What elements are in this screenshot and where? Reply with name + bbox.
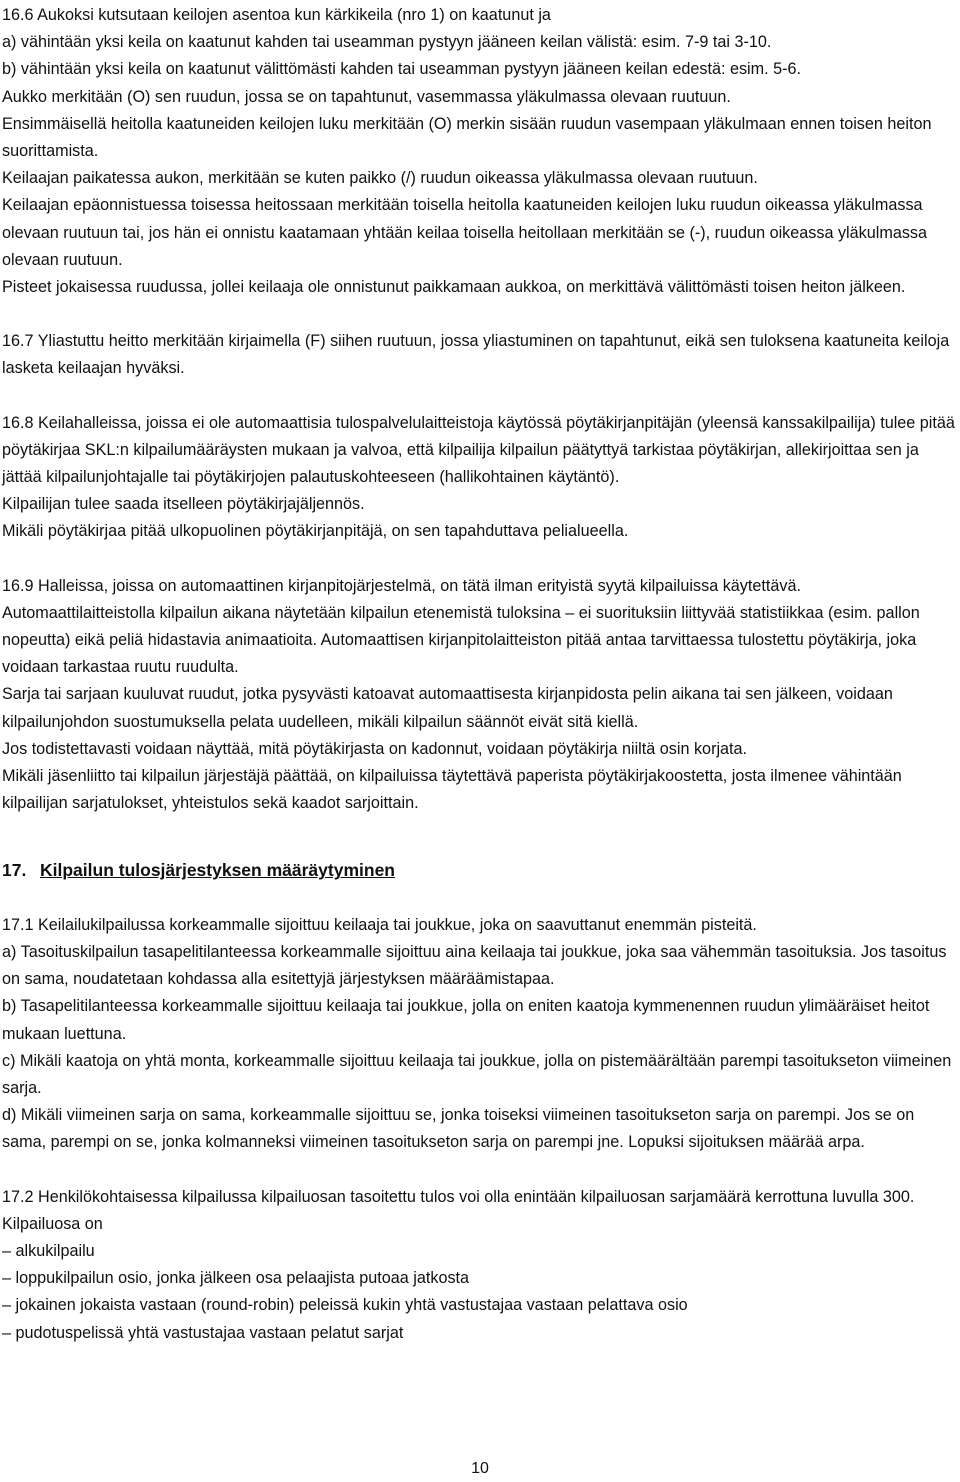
paragraph-16-8-copy: Kilpailijan tulee saada itselleen pöytäkirjajäljennös. — [2, 495, 365, 514]
paragraph-aukko-marking: Aukko merkitään (O) sen ruudun, jossa se on tapahtunut, vasemmassa yläkulmassa olevaan ruutuun. — [2, 87, 731, 106]
paragraph-16-7: 16.7 Yliastuttu heitto merkitään kirjaimella (F) siihen ruutuun, jossa yliastuminen on tapahtunut, eikä sen tuloksena kaatuneita keiloja lasketa keilaajan hyväksi. — [2, 332, 950, 378]
paragraph-spare-marking: Keilaajan paikatessa aukon, merkitään se kuten paikko (/) ruudun oikeassa yläkulmassa olevaan ruutuun. — [2, 169, 758, 188]
paragraph-17-2: 17.2 Henkilökohtaisessa kilpailussa kilpailuosan tasoitettu tulos voi olla enintään kilpailuosan sarjamäärä kerrottuna luvulla 300. Kilpailuosa on — [2, 1187, 915, 1233]
paragraph-17-1: 17.1 Keilailukilpailussa korkeammalle sijoittuu keilaaja tai joukkue, joka on saavuttanut enemmän pisteitä. — [2, 915, 757, 934]
section-title: Kilpailun tulosjärjestyksen määräytyminen — [40, 860, 395, 881]
paragraph-failed-second: Keilaajan epäonnistuessa toisessa heitossaan merkitään toisella heitolla kaatuneiden keilojen luku ruudun oikeassa yläkulmassa olevaan ruutuun tai, jos hän ei onnistu kaatamaan yhtään keilaa toisella heitollaan merkitään se (-), ruudun oikeassa yläkulmassa olevaan ruutuun. — [2, 196, 928, 269]
document-page — [2, 2, 956, 1347]
paragraph-16-6-a: a) vähintään yksi keila on kaatunut kahden tai useamman pystyyn jääneen keilan välistä: esim. 7-9 tai 3-10. — [2, 33, 772, 52]
paragraph-16-8-outside: Mikäli pöytäkirjaa pitää ulkopuolinen pöytäkirjanpitäjä, on sen tapahduttava pelialueella. — [2, 522, 629, 541]
paragraph-16-6: 16.6 Aukoksi kutsutaan keilojen asentoa kun kärkikeila (nro 1) on kaatunut ja — [2, 6, 551, 24]
paragraph-16-8: 16.8 Keilahalleissa, joissa ei ole automaattisia tulospalvelulaitteistoja käytössä pöytäkirjanpitäjän (yleensä kanssakilpailija) tulee pitää pöytäkirjaa SKL:n kilpailumääräysten mukaan ja valvoa, että kilpailija kilpailun päätyttyä tarkistaa pöytäkirjan, allekirjoittaa sen ja jättää kilpailunjohtajalle tai pöytäkirjojen palautuskohteeseen (hallikohtainen käytäntö). — [2, 413, 955, 487]
paragraph-17-1-d: d) Mikäli viimeinen sarja on sama, korkeammalle sijoittuu se, jonka toiseksi viimeinen tasoitukseton sarja on parempi. Jos se on sama, parempi on se, jonka kolmanneksi viimeinen tasoitukseton sarja on parempi jne. Lopuksi sijoituksen määrää arpa. — [2, 1106, 915, 1152]
paragraph-17-1-a: a) Tasoituskilpailun tasapelitilanteessa korkeammalle sijoittuu aina keilaaja tai joukkue, joka saa vähemmän tasoituksia. Jos tasoitus on sama, noudatetaan kohdassa alla esitettyjä järjestyksen määräämistapaa. — [2, 942, 947, 989]
paragraph-17-1-b: b) Tasapelitilanteessa korkeammalle sijoittuu keilaaja tai joukkue, jolla on eniten kaatoja kymmenennen ruudun ylimääräiset heitot mukaan luettuna. — [2, 997, 930, 1043]
section-heading-17 — [2, 857, 956, 884]
paragraph-16-9-lost-frames: Sarja tai sarjaan kuuluvat ruudut, jotka pysyvästi katoavat automaattisesta kirjanpidosta pelin aikana tai sen jälkeen, voidaan kilpailunjohdon suostumuksella pelata uudelleen, mikäli kilpailun säännöt eivät sitä kiellä. — [2, 685, 893, 731]
section-number: 17. — [2, 860, 27, 881]
list-item: – pudotuspelissä yhtä vastustajaa vastaan pelatut sarjat — [2, 1323, 404, 1342]
paragraph-16-9-paper: Mikäli jäsenliitto tai kilpailun järjestäjä päättää, on kilpailuissa täytettävä paperista pöytäkirjakoostetta, josta ilmenee vähintään kilpailijan sarjatulokset, yhteistulos sekä kaadot sarjoittain. — [2, 767, 902, 813]
paragraph-first-throw: Ensimmäisellä heitolla kaatuneiden keilojen luku merkitään (O) merkin sisään ruudun vasempaan yläkulmaan ennen toisen heiton suorittamista. — [2, 114, 932, 161]
paragraph-16-9: 16.9 Halleissa, joissa on automaattinen kirjanpitojärjestelmä, on tätä ilman erityistä syytä kilpailuissa käytettävä. Automaattilaitteistolla kilpailun aikana näytetään kilpailun etenemistä tuloksina – ei suorituksiin liittyvää statistiikkaa (esim. pallon nopeutta) eikä peliä hidastavia animaatioita. Automaattisen kirjanpitolaitteiston pitää antaa tarvittaessa tulostettu pöytäkirja, joka voidaan tarkastaa ruutu ruudulta. — [2, 576, 920, 677]
list-item: – jokainen jokaista vastaan (round-robin) peleissä kukin yhtä vastustajaa vastaan pelattava osio — [2, 1296, 688, 1315]
page-number: 10 — [471, 1460, 489, 1477]
paragraph-16-9-correction: Jos todistettavasti voidaan näyttää, mitä pöytäkirjasta on kadonnut, voidaan pöytäkirja niiltä osin korjata. — [2, 739, 748, 758]
paragraph-points: Pisteet jokaisessa ruudussa, jollei keilaaja ole onnistunut paikkamaan aukkoa, on merkittävä välittömästi toisen heiton jälkeen. — [2, 278, 906, 297]
paragraph-16-6-b: b) vähintään yksi keila on kaatunut välittömästi kahden tai useamman pystyyn jääneen keilan edestä: esim. 5-6. — [2, 60, 802, 79]
paragraph-17-1-c: c) Mikäli kaatoja on yhtä monta, korkeammalle sijoittuu keilaaja tai joukkue, jolla on pistemäärältään parempi tasoitukseton viimeinen sarja. — [2, 1051, 952, 1097]
list-item: – loppukilpailun osio, jonka jälkeen osa pelaajista putoaa jatkosta — [2, 1269, 470, 1288]
list-item: – alkukilpailu — [2, 1241, 95, 1260]
